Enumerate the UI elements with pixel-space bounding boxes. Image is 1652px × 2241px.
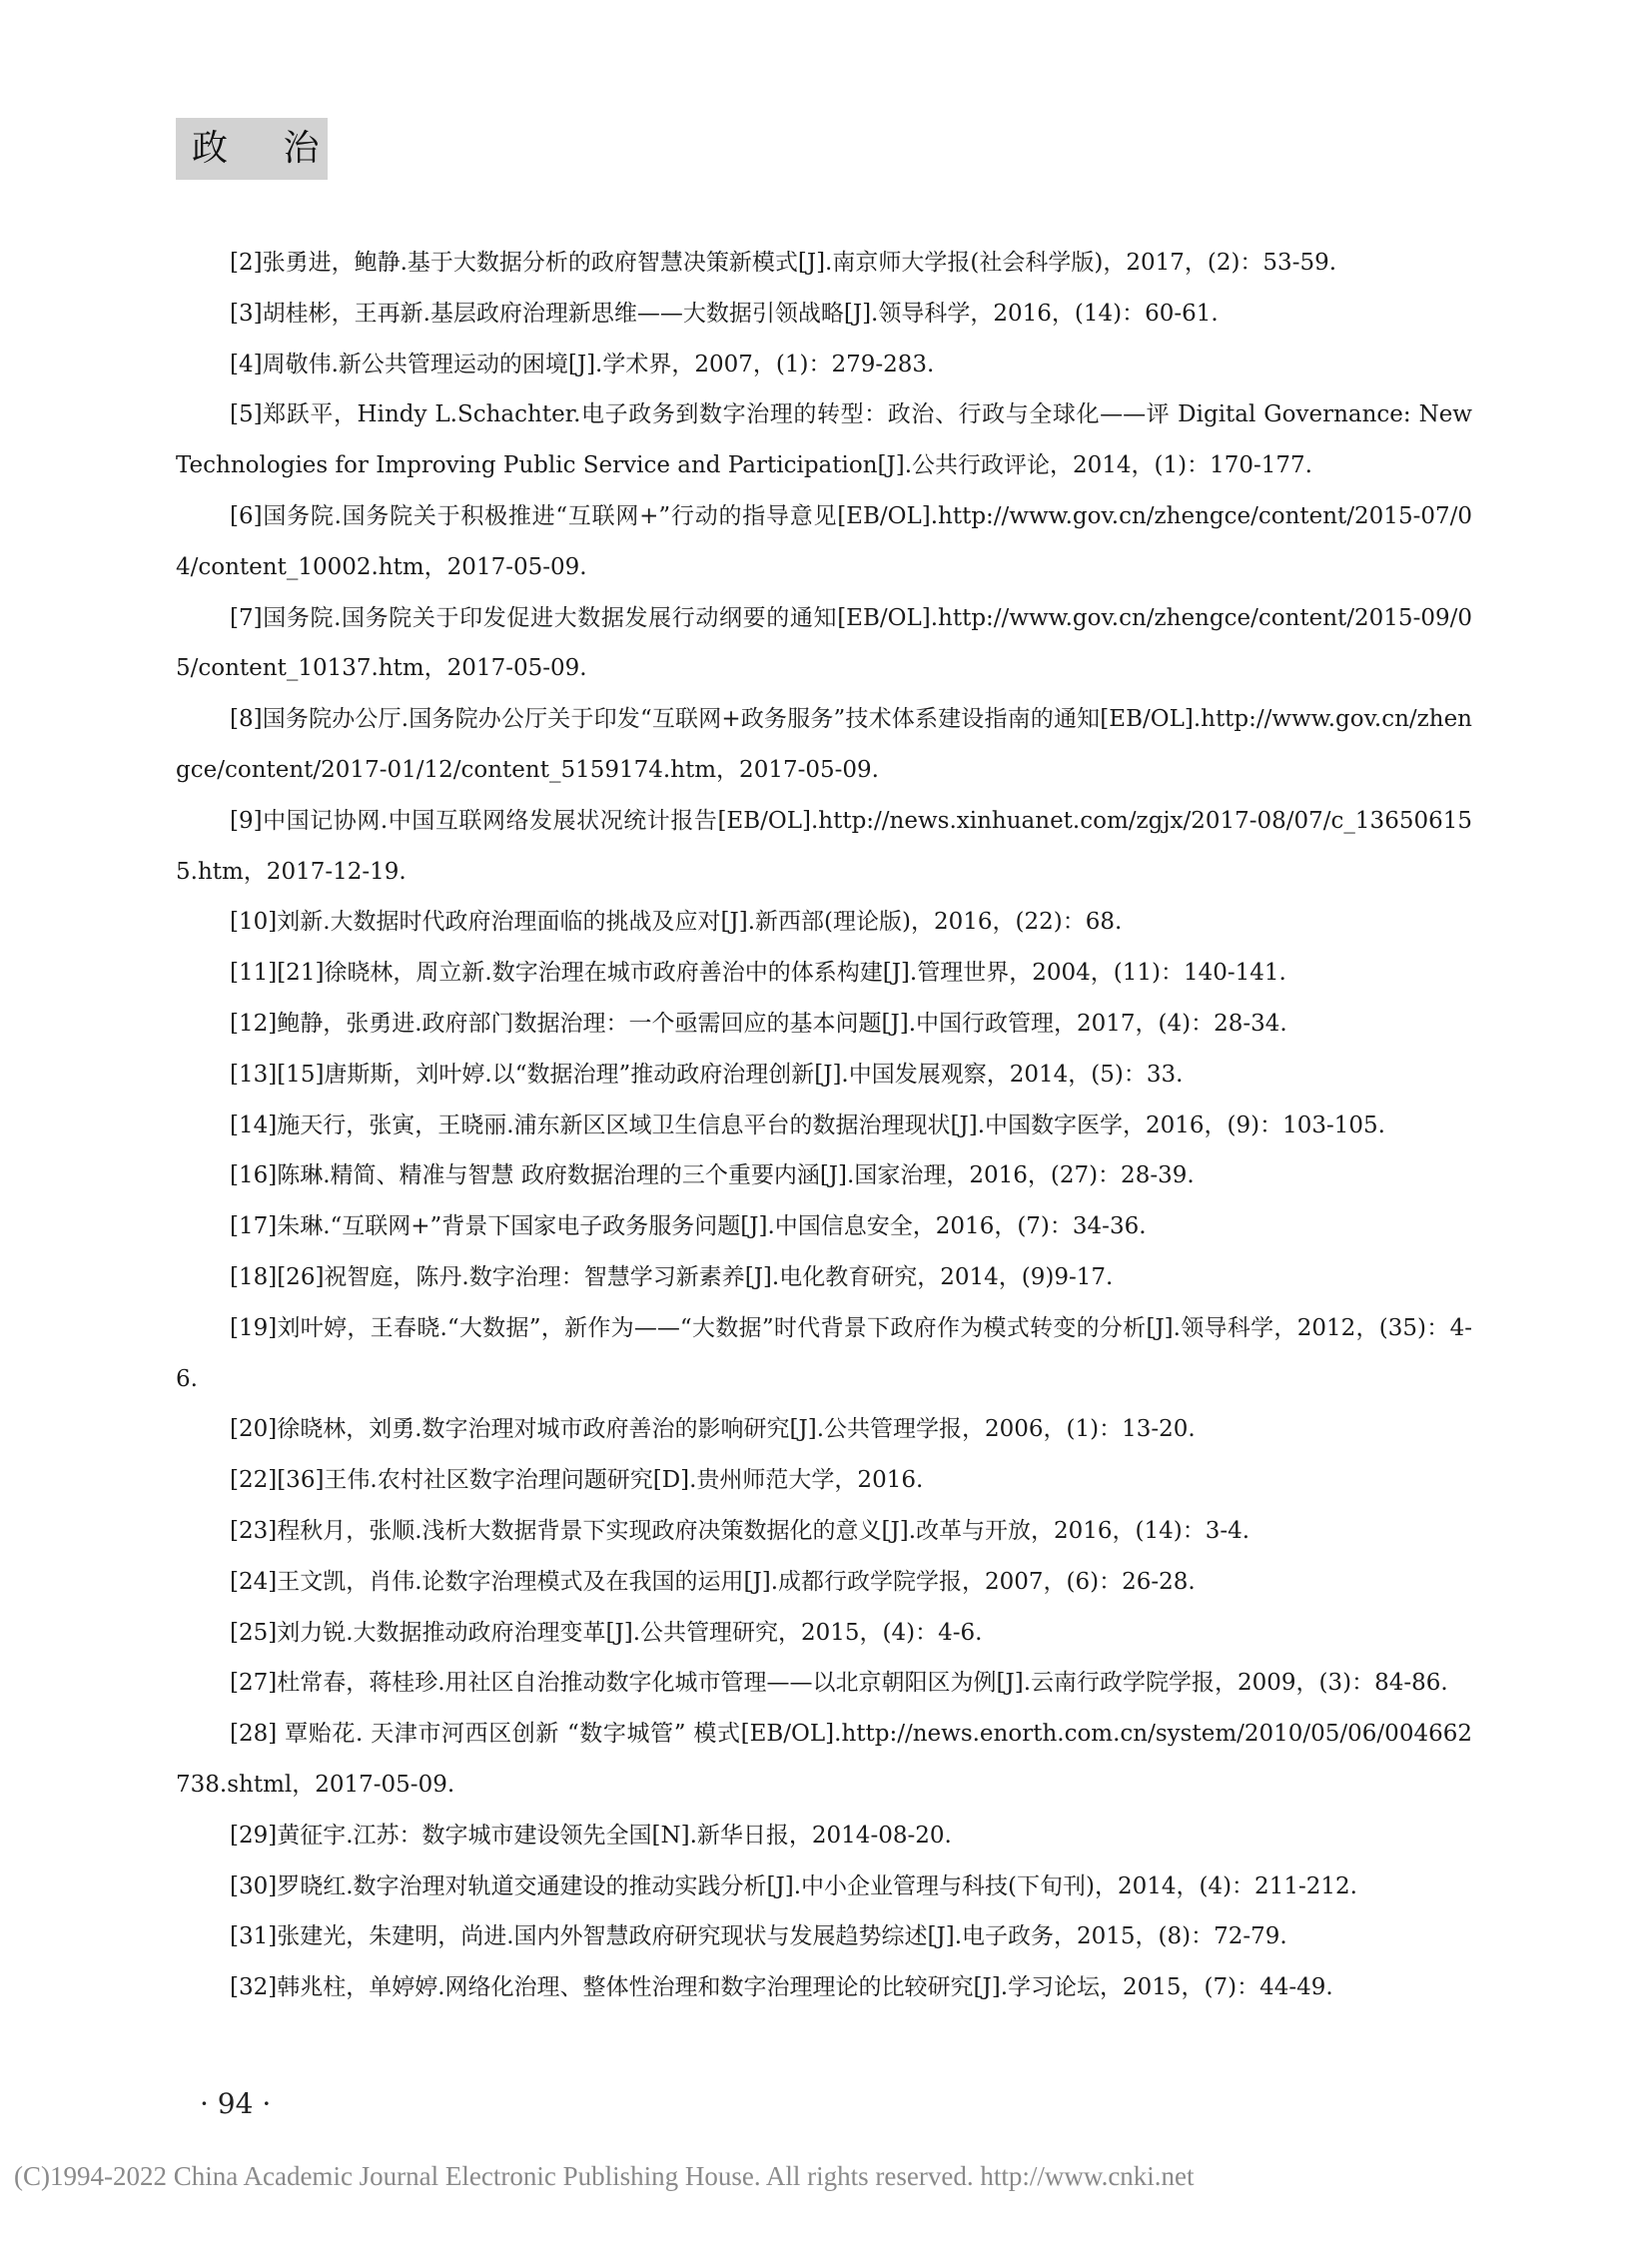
reference-item: [20]徐晓林，刘勇.数字治理对城市政府善治的影响研究[J].公共管理学报，2006，(1)：13-20. [230, 1416, 1196, 1443]
reference-item: [8]国务院办公厅.国务院办公厅关于印发“互联网+政务服务”技术体系建设指南的通知[EB/OL].http://www.gov.cn/zhengce/content/2017-01/12/content_5159174.htm，2017-05-09. [176, 706, 1472, 783]
reference-item: [2]张勇进，鲍静.基于大数据分析的政府智慧决策新模式[J].南京师大学报(社会科学版)，2017，(2)：53-59. [230, 250, 1337, 276]
reference-item: [11][21]徐晓林，周立新.数字治理在城市政府善治中的体系构建[J].管理世界，2004，(11)：140-141. [230, 960, 1286, 987]
reference-item: [18][26]祝智庭，陈丹.数字治理：智慧学习新素养[J].电化教育研究，2014，(9)9-17. [230, 1263, 1114, 1290]
reference-item: [17]朱琳.“互联网+”背景下国家电子政务服务问题[J].中国信息安全，2016，(7)：34-36. [230, 1213, 1147, 1240]
reference-item: [9]中国记协网.中国互联网络发展状况统计报告[EB/OL].http://news.xinhuanet.com/zgjx/2017-08/07/c_136506155.htm，2017-12-19. [176, 807, 1472, 885]
reference-list [176, 238, 1472, 2013]
reference-item: [32]韩兆柱，单婷婷.网络化治理、整体性治理和数字治理理论的比较研究[J].学习论坛，2015，(7)：44-49. [230, 1974, 1333, 2001]
reference-item: [29]黄征宇.江苏：数字城市建设领先全国[N].新华日报，2014-08-20. [230, 1822, 952, 1849]
reference-item: [13][15]唐斯斯，刘叶婷.以“数据治理”推动政府治理创新[J].中国发展观察，2014，(5)：33. [230, 1061, 1184, 1088]
reference-item: [25]刘力锐.大数据推动政府治理变革[J].公共管理研究，2015，(4)：4-6. [230, 1619, 983, 1646]
reference-item: [23]程秋月，张顺.浅析大数据背景下实现政府决策数据化的意义[J].改革与开放，2016，(14)：3-4. [230, 1517, 1250, 1544]
reference-item: [22][36]王伟.农村社区数字治理问题研究[D].贵州师范大学，2016. [230, 1467, 924, 1494]
reference-item: [19]刘叶婷，王春晓.“大数据”，新作为——“大数据”时代背景下政府作为模式转变的分析[J].领导科学，2012，(35)：4-6. [176, 1314, 1472, 1392]
reference-item: [10]刘新.大数据时代政府治理面临的挑战及应对[J].新西部(理论版)，2016，(22)：68. [230, 909, 1123, 936]
reference-item: [30]罗晓红.数字治理对轨道交通建设的推动实践分析[J].中小企业管理与科技(下旬刊)，2014，(4)：211-212. [230, 1872, 1357, 1899]
page-number: · 94 · [200, 2087, 272, 2120]
reference-item: [24]王文凯，肖伟.论数字治理模式及在我国的运用[J].成都行政学院学报，2007，(6)：26-28. [230, 1568, 1196, 1595]
copyright-notice: (C)1994-2022 China Academic Journal Electronic Publishing House. All rights reserved. http://www.cnki.net [14, 2161, 1195, 2191]
reference-item: [3]胡桂彬，王再新.基层政府治理新思维——大数据引领战略[J].领导科学，2016，(14)：60-61. [230, 300, 1219, 327]
reference-item: [31]张建光，朱建明，尚进.国内外智慧政府研究现状与发展趋势综述[J].电子政务，2015，(8)：72-79. [230, 1923, 1287, 1950]
section-tag: 政 治 [176, 118, 328, 180]
reference-item: [12]鲍静，张勇进.政府部门数据治理：一个亟需回应的基本问题[J].中国行政管理，2017，(4)：28-34. [230, 1010, 1287, 1037]
reference-item: [6]国务院.国务院关于积极推进“互联网+”行动的指导意见[EB/OL].http://www.gov.cn/zhengce/content/2015-07/04/content_10002.htm，2017-05-09. [176, 502, 1472, 580]
reference-item: [14]施天行，张寅，王晓丽.浦东新区区域卫生信息平台的数据治理现状[J].中国数字医学，2016，(9)：103-105. [230, 1112, 1385, 1138]
reference-item: [7]国务院.国务院关于印发促进大数据发展行动纲要的通知[EB/OL].http://www.gov.cn/zhengce/content/2015-09/05/content_10137.htm，2017-05-09. [176, 604, 1472, 682]
reference-item: [27]杜常春，蒋桂珍.用社区自治推动数字化城市管理——以北京朝阳区为例[J].云南行政学院学报，2009，(3)：84-86. [230, 1670, 1448, 1697]
reference-item: [28] 覃贻花. 天津市河西区创新 “数字城管” 模式[EB/OL].http://news.enorth.com.cn/system/2010/05/06/004662738.shtml，2017-05-09. [176, 1721, 1472, 1798]
reference-item: [4]周敬伟.新公共管理运动的困境[J].学术界，2007，(1)：279-283. [230, 351, 935, 377]
reference-item: [5]郑跃平，Hindy L.Schachter.电子政务到数字治理的转型：政治、行政与全球化——评 Digital Governance: New Technologies for Improving Public Service and Participation[J].公共行政评论，2014，(1)：170-177. [176, 401, 1472, 479]
reference-item: [16]陈琳.精简、精准与智慧 政府数据治理的三个重要内涵[J].国家治理，2016，(27)：28-39. [230, 1162, 1195, 1189]
